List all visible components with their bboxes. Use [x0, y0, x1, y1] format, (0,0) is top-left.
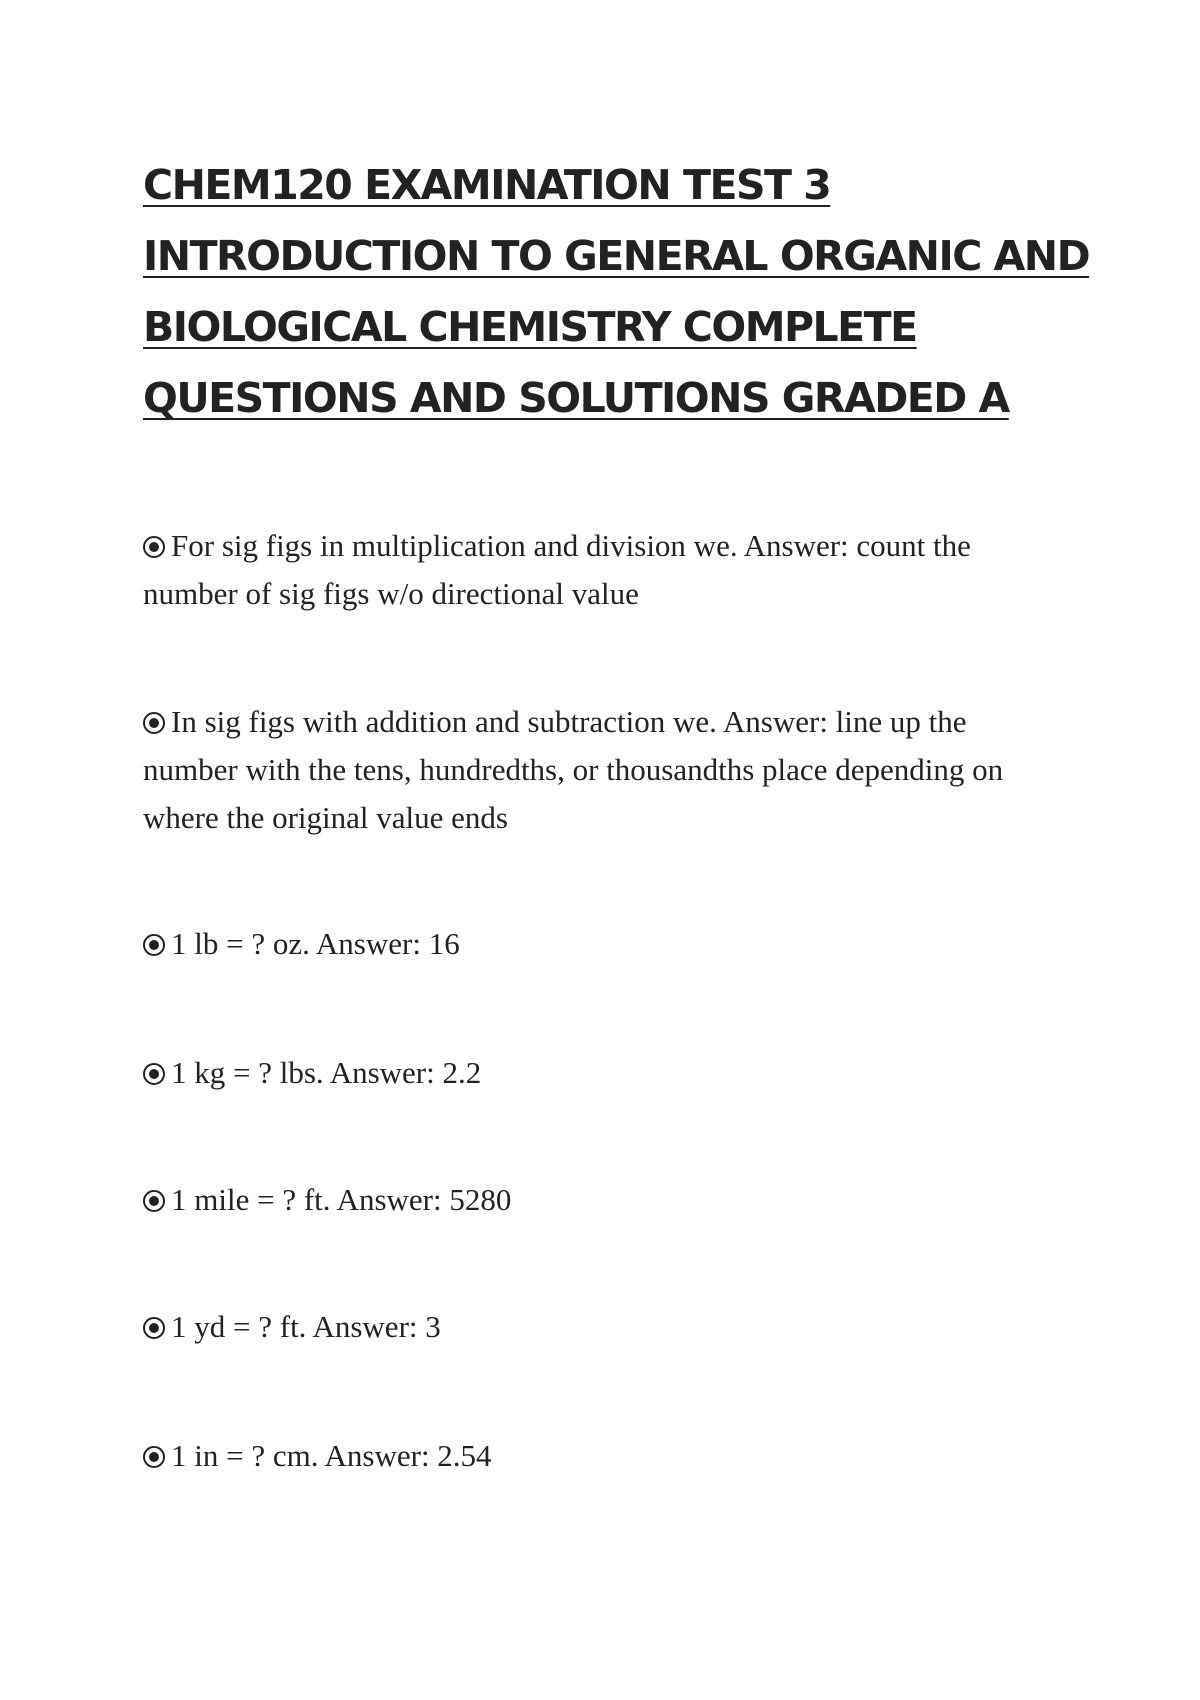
qa-item-text: 1 kg = ? lbs. Answer: 2.2 [171, 1055, 482, 1090]
qa-item-4 [143, 1049, 1063, 1097]
qa-item-text: 1 in = ? cm. Answer: 2.54 [171, 1438, 492, 1473]
title-line-2: INTRODUCTION TO GENERAL ORGANIC AND [143, 232, 1090, 280]
qa-item-1 [143, 522, 1063, 618]
document-title [143, 150, 1103, 434]
radio-bullet-icon [143, 1190, 165, 1212]
qa-item-5 [143, 1176, 1063, 1224]
title-line-1: CHEM120 EXAMINATION TEST 3 [143, 161, 831, 209]
title-line-3: BIOLOGICAL CHEMISTRY COMPLETE [143, 303, 917, 351]
radio-bullet-icon [143, 536, 165, 558]
qa-item-2 [143, 698, 1063, 842]
radio-bullet-icon [143, 1317, 165, 1339]
qa-item-text: 1 mile = ? ft. Answer: 5280 [171, 1182, 512, 1217]
radio-bullet-icon [143, 1446, 165, 1468]
radio-bullet-icon [143, 934, 165, 956]
radio-bullet-icon [143, 1063, 165, 1085]
qa-item-text: For sig figs in multiplication and division we. Answer: count the number of sig figs w/o directional value [143, 528, 971, 611]
qa-item-6 [143, 1303, 1063, 1351]
qa-item-7 [143, 1432, 1063, 1480]
qa-item-text: 1 yd = ? ft. Answer: 3 [171, 1309, 441, 1344]
qa-item-3 [143, 920, 1063, 968]
radio-bullet-icon [143, 712, 165, 734]
qa-item-text: In sig figs with addition and subtraction we. Answer: line up the number with the tens, hundredths, or thousandths place depending on where the original value ends [143, 704, 1004, 835]
qa-item-text: 1 lb = ? oz. Answer: 16 [171, 926, 460, 961]
title-line-4: QUESTIONS AND SOLUTIONS GRADED A [143, 374, 1009, 422]
